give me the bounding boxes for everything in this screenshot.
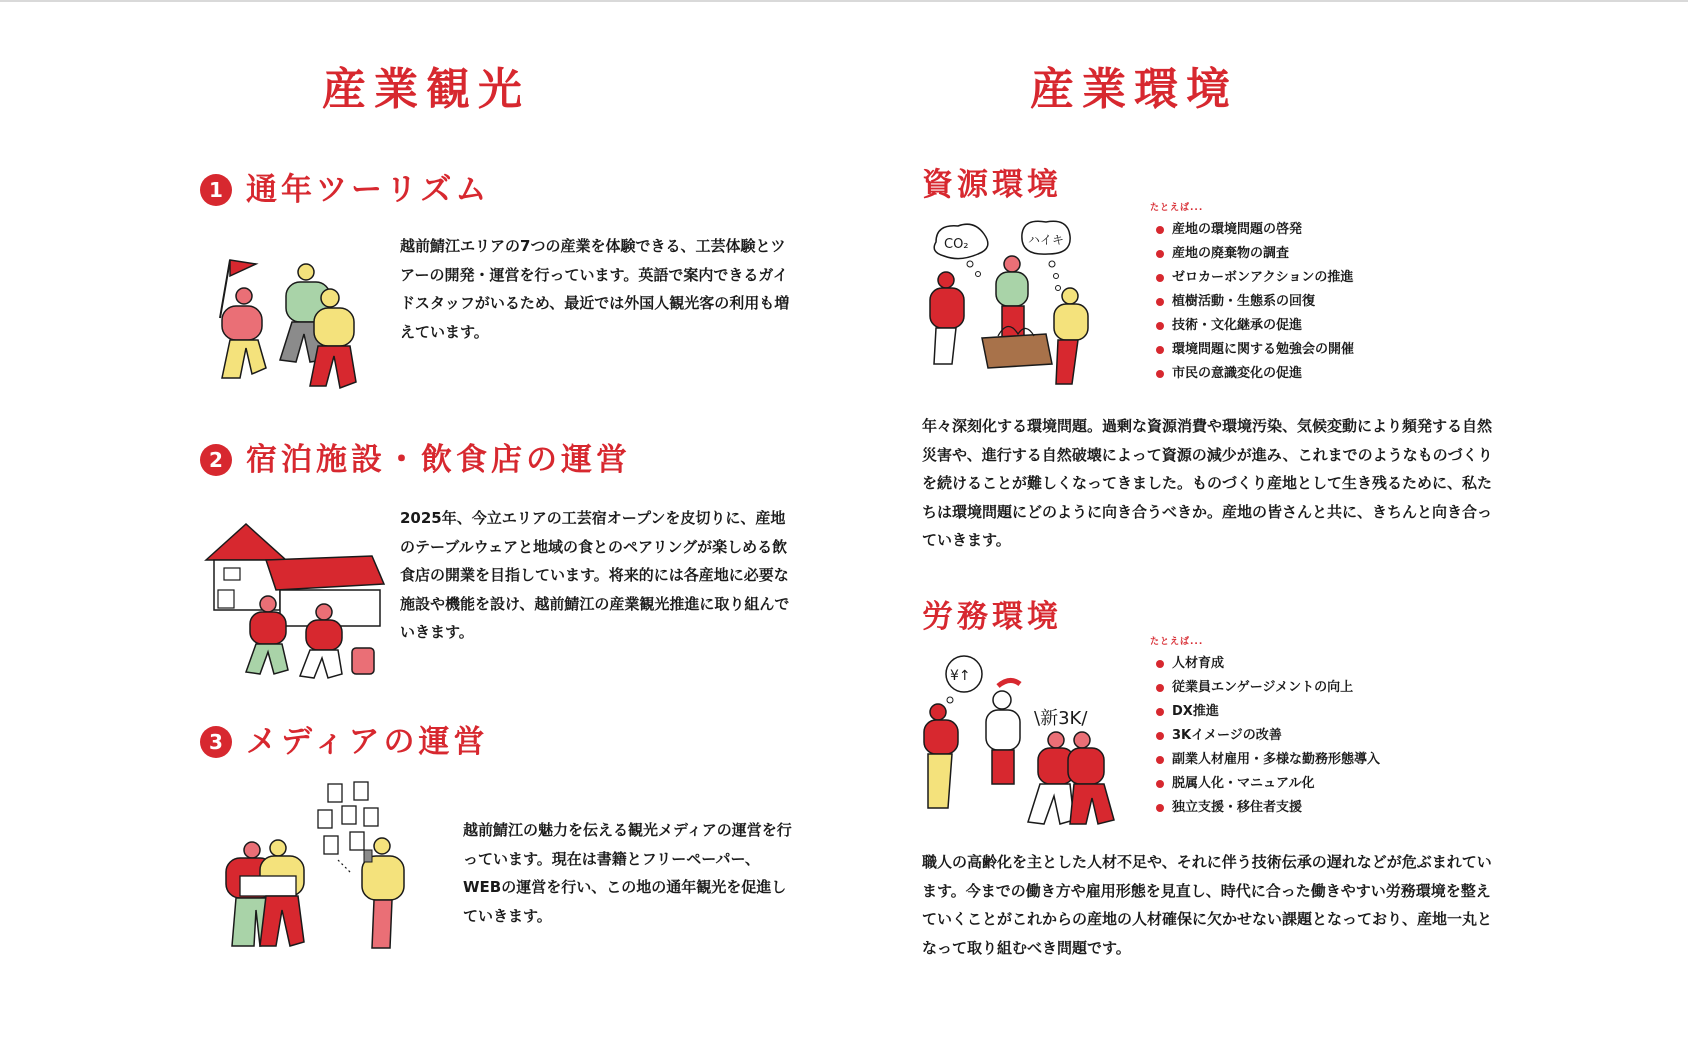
list-item xyxy=(1156,242,1354,266)
tour-group-illustration xyxy=(200,248,370,398)
section-text-year-round-tourism: 越前鯖江エリアの7つの産業を体験できる、工芸体験とツアーの開発・運営を行っています。英語で案内できるガイドスタッフがいるため、最近では外国人観光客の利用も増えています。 xyxy=(400,237,790,341)
resource-example-list xyxy=(1156,218,1354,386)
section-title-text: メディアの運営 xyxy=(246,723,489,760)
list-item-label: 技術・文化継承の促進 xyxy=(1172,318,1303,333)
section-title-year-round-tourism xyxy=(200,171,491,208)
bullet-dot xyxy=(1156,684,1164,692)
section-title-text: 宿泊施設・飲食店の運営 xyxy=(246,441,631,478)
bullet-dot xyxy=(1156,346,1164,354)
section-title-text: 通年ツーリズム xyxy=(246,171,491,208)
resource-environment-illustration xyxy=(922,218,1098,394)
bullet-dot xyxy=(1156,732,1164,740)
bullet-dot xyxy=(1156,298,1164,306)
list-item-label: 市民の意識変化の促進 xyxy=(1172,366,1303,381)
section-text-labor-environment: 職人の高齢化を主とした人材不足や、それに伴う技術伝承の遅れなどが危ぶまれています。今までの働き方や雇用形態を見直し、時代に合った働きやすい労務環境を整えていくことがこれからの産地の人材確保に欠かせない課題となっており、産地一丸となって取り組むべき問題です。 xyxy=(922,853,1493,957)
list-item-label: 人材育成 xyxy=(1172,656,1225,671)
list-item-label: 従業員エンゲージメントの向上 xyxy=(1172,680,1354,695)
list-item xyxy=(1156,338,1354,362)
bullet-dot xyxy=(1156,226,1164,234)
bullet-dot xyxy=(1156,804,1164,812)
list-item-label: 産地の廃棄物の調査 xyxy=(1172,246,1290,261)
column-title-industrial-tourism: 産業観光 xyxy=(322,64,530,115)
labor-example-list xyxy=(1156,652,1380,820)
section-number-badge: 3 xyxy=(200,726,232,758)
bullet-dot xyxy=(1156,660,1164,668)
list-item-label: 植樹活動・生態系の回復 xyxy=(1172,294,1316,309)
list-item-label: 副業人材雇用・多様な勤務形態導入 xyxy=(1172,752,1381,767)
section-text-media: 越前鯖江の魅力を伝える観光メディアの運営を行っています。現在は書籍とフリーペーパー、WEBの運営を行い、この地の通年観光を促進していきます。 xyxy=(463,821,792,925)
list-item xyxy=(1156,748,1380,772)
list-item xyxy=(1156,362,1354,386)
list-item xyxy=(1156,314,1354,338)
list-item xyxy=(1156,290,1354,314)
example-label: たとえば... xyxy=(1150,203,1204,213)
list-item-label: 産地の環境問題の啓発 xyxy=(1172,222,1303,237)
section-number-badge: 1 xyxy=(200,174,232,206)
bubble-waste-label: ハイキ xyxy=(1028,233,1065,247)
list-item xyxy=(1156,772,1380,796)
list-item xyxy=(1156,218,1354,242)
section-title-labor-environment: 労務環境 xyxy=(922,599,1062,635)
bullet-dot xyxy=(1156,756,1164,764)
section-text-resource-environment: 年々深刻化する環境問題。過剰な資源消費や環境汚染、気候変動により頻発する自然災害や、進行する自然破壊によって資源の減少が進み、これまでのようなものづくりを続けることが難しくなってきました。ものづくり産地として生き残るために、私たちは環境問題にどのように向き合うべきか。産地の皆さんと共に、きちんと向き合っていきます。 xyxy=(922,417,1493,549)
list-item-label: 脱属人化・マニュアル化 xyxy=(1172,776,1315,791)
list-item xyxy=(1156,266,1354,290)
sign-new-3k-label: \新3K/ xyxy=(1034,708,1088,729)
list-item xyxy=(1156,796,1380,820)
bullet-dot xyxy=(1156,322,1164,330)
list-item-label: 独立支援・移住者支援 xyxy=(1172,800,1303,815)
section-text-lodging-restaurant: 2025年、今立エリアの工芸宿オープンを皮切りに、産地のテーブルウェアと地域の食とのペアリングが楽しめる飲食店の開業を目指しています。将来的には各産地に必要な施設や機能を設け、越前鯖江の産業観光推進に取り組んでいきます。 xyxy=(400,509,790,641)
column-title-industrial-environment: 産業環境 xyxy=(1030,64,1238,115)
example-label: たとえば... xyxy=(1150,637,1204,647)
top-divider xyxy=(0,0,1688,2)
section-title-resource-environment: 資源環境 xyxy=(922,167,1062,203)
bullet-dot xyxy=(1156,370,1164,378)
list-item xyxy=(1156,652,1380,676)
list-item-label: 3Kイメージの改善 xyxy=(1172,728,1282,743)
media-readers-illustration xyxy=(214,780,414,952)
list-item-label: 環境問題に関する勉強会の開催 xyxy=(1172,342,1355,357)
bubble-wage-label: ¥↑ xyxy=(950,668,971,684)
list-item xyxy=(1156,700,1380,724)
bubble-co2-label: CO₂ xyxy=(944,237,969,252)
list-item-label: DX推進 xyxy=(1172,704,1219,719)
bullet-dot xyxy=(1156,274,1164,282)
bullet-dot xyxy=(1156,780,1164,788)
bullet-dot xyxy=(1156,708,1164,716)
list-item xyxy=(1156,724,1380,748)
labor-environment-illustration xyxy=(920,652,1134,832)
section-title-lodging-restaurant xyxy=(200,441,631,478)
section-number-badge: 2 xyxy=(200,444,232,476)
section-title-media xyxy=(200,723,489,760)
list-item-label: ゼロカーボンアクションの推進 xyxy=(1172,270,1354,285)
craft-inn-illustration xyxy=(196,520,392,680)
list-item xyxy=(1156,676,1380,700)
bullet-dot xyxy=(1156,250,1164,258)
